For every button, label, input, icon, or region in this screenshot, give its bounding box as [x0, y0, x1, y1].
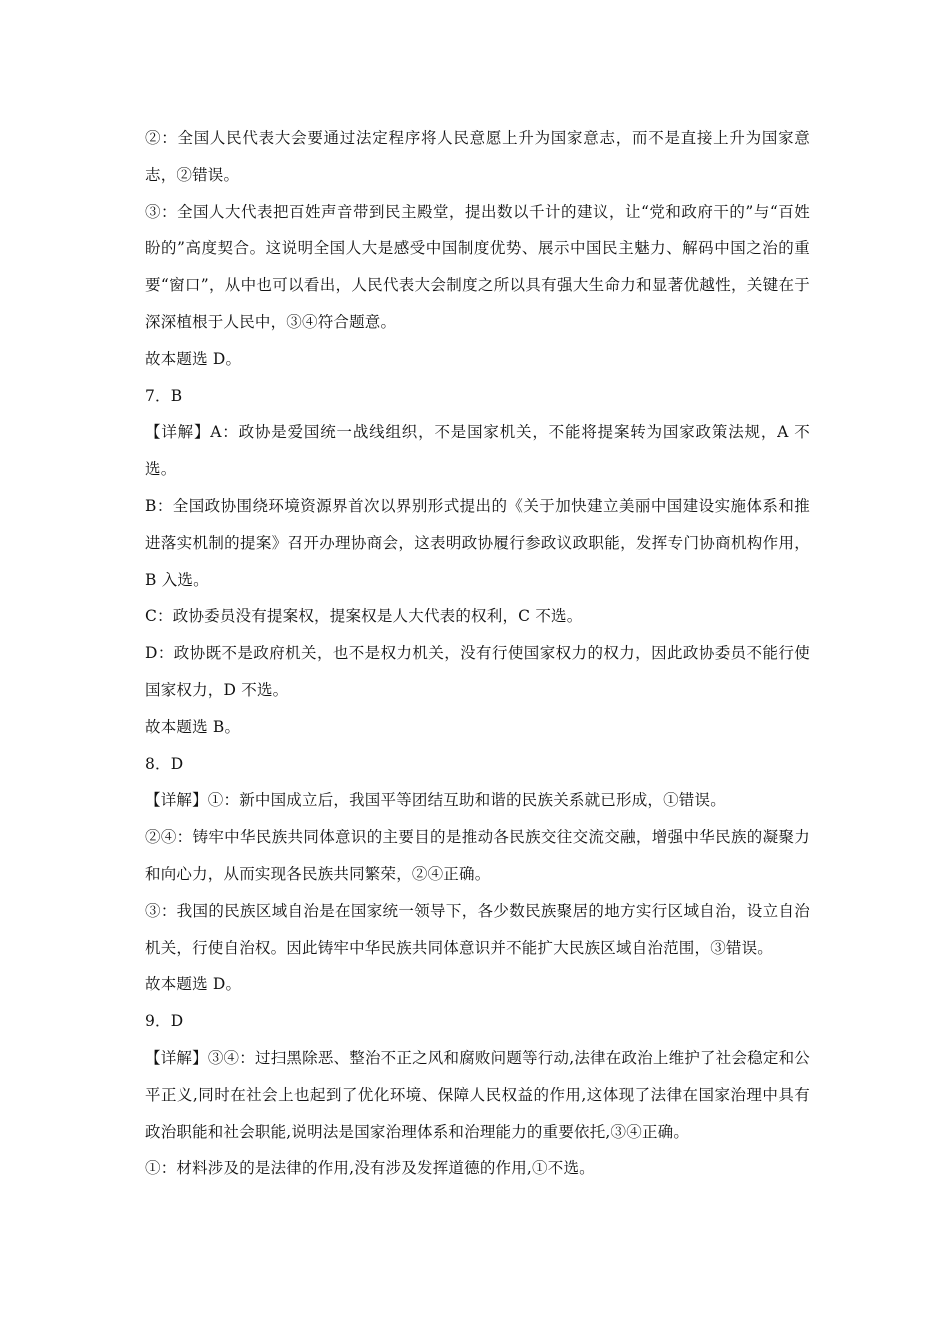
answer-conclusion-7: 故本题选 B。	[145, 717, 241, 736]
q7-option-a-explanation: 【详解】A：政协是爱国统一战线组织，不是国家机关，不能将提案转为国家政策法规，A 不选。	[145, 423, 810, 479]
question-8-answer: 8．D	[145, 754, 184, 773]
question-9-answer: 9．D	[145, 1012, 184, 1031]
answer-conclusion-6: 故本题选 D。	[145, 349, 242, 368]
q9-item-3-4-explanation: 【详解】③④：过扫黑除恶、整治不正之风和腐败问题等行动,法律在政治上维护了社会稳定和公平正义,同时在社会上也起到了优化环境、保障人民权益的作用,这体现了法律在国家治理中具有政治职能和社会职能,说明法是国家治理体系和治理能力的重要依托,③④正确。	[145, 1048, 810, 1141]
q8-item-3-explanation: ③：我国的民族区域自治是在国家统一领导下，各少数民族聚居的地方实行区域自治，设立自治机关，行使自治权。因此铸牢中华民族共同体意识并不能扩大民族区域自治范围，③错误。	[145, 901, 810, 957]
document-page	[145, 120, 810, 1187]
q8-item-1-explanation: 【详解】①：新中国成立后，我国平等团结互助和谐的民族关系就已形成，①错误。	[145, 791, 726, 810]
q9-item-1-explanation: ①：材料涉及的是法律的作用,没有涉及发挥道德的作用,①不选。	[145, 1159, 595, 1178]
q8-item-2-4-explanation: ②④：铸牢中华民族共同体意识的主要目的是推动各民族交往交流交融，增强中华民族的凝聚力和向心力，从而实现各民族共同繁荣，②④正确。	[145, 828, 810, 883]
paragraph-item-3-4-explanation: ③：全国人大代表把百姓声音带到民主殿堂，提出数以千计的建议，让“党和政府干的”与“百姓盼的”高度契合。这说明全国人大是感受中国制度优势、展示中国民主魅力、解码中国之治的重要“窗口”，从中也可以看出，人民代表大会制度之所以具有强大生命力和显著优越性，关键在于深深植根于人民中，③④符合题意。	[145, 202, 810, 331]
paragraph-item-2-explanation: ②：全国人民代表大会要通过法定程序将人民意愿上升为国家意志，而不是直接上升为国家意志，②错误。	[145, 129, 810, 184]
q7-option-d-explanation: D：政协既不是政府机关，也不是权力机关，没有行使国家权力的权力，因此政协委员不能行使国家权力，D 不选。	[145, 644, 810, 699]
q7-option-b-explanation: B：全国政协围绕环境资源界首次以界别形式提出的《关于加快建立美丽中国建设实施体系和推进落实机制的提案》召开办理协商会，这表明政协履行参政议政职能，发挥专门协商机构作用，B 入选。	[145, 496, 810, 589]
answer-conclusion-8: 故本题选 D。	[145, 975, 242, 994]
question-7-answer: 7．B	[145, 386, 183, 405]
q7-option-c-explanation: C：政协委员没有提案权，提案权是人大代表的权利，C 不选。	[145, 607, 583, 626]
